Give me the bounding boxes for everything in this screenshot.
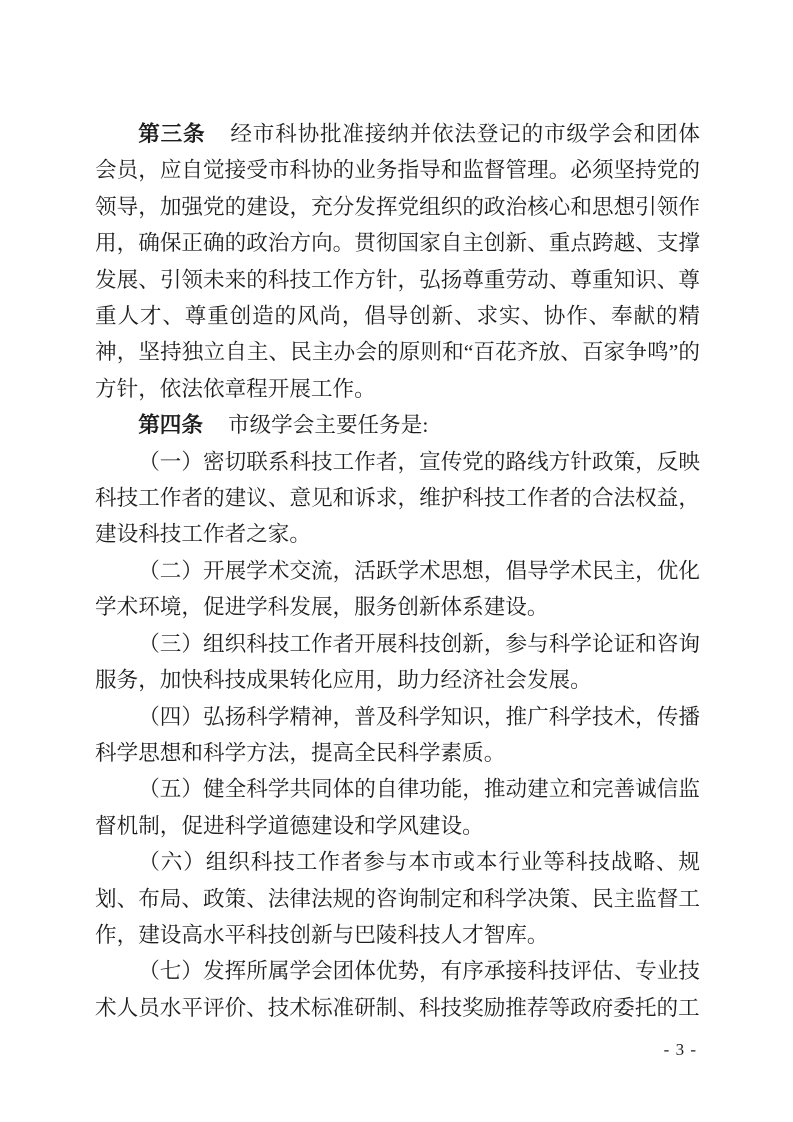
item-paragraph: （六）组织科技工作者参与本市或本行业等科技战略、规划、布局、政策、法律法规的咨询制定和科学决策、民主监督工作，建设高水平科技创新与巴陵科技人才智库。 bbox=[95, 850, 700, 947]
item-paragraph: （三）组织科技工作者开展科技创新，参与科学论证和咨询服务，加快科技成果转化应用，助力经济社会发展。 bbox=[95, 631, 700, 693]
article-paragraph: 第四条 市级学会主要任务是: bbox=[138, 413, 429, 438]
item-paragraph: （二）开展学术交流，活跃学术思想，倡导学术民主，优化学术环境，促进学科发展，服务创新体系建设。 bbox=[95, 558, 700, 620]
item-paragraph: （一）密切联系科技工作者，宣传党的路线方针政策，反映科技工作者的建议、意见和诉求，维护科技工作者的合法权益，建设科技工作者之家。 bbox=[95, 449, 700, 547]
item-paragraph: （七）发挥所属学会团体优势，有序承接科技评估、专业技术人员水平评价、技术标准研制、科技奖励推荐等政府委托的工 bbox=[95, 959, 700, 1020]
article-paragraph: 第三条 经市科协批准接纳并依法登记的市级学会和团体会员，应自觉接受市科协的业务指导和监督管理。必须坚持党的领导，加强党的建设，充分发挥党组织的政治核心和思想引领作用，确保正确的政治方向。贯彻国家自主创新、重点跨越、支撑发展、引领未来的科技工作方针，弘扬尊重劳动、尊重知识、尊重人才、尊重创造的风尚，倡导创新、求实、协作、奉献的精神，坚持独立自主、民主办会的原则和“百花齐放、百家争鸣”的方针，依法依章程开展工作。 bbox=[95, 122, 700, 401]
article-label: 第三条 bbox=[138, 122, 206, 146]
item-paragraph: （五）健全科学共同体的自律功能，推动建立和完善诚信监督机制，促进科学道德建设和学风建设。 bbox=[95, 777, 700, 838]
article-label: 第四条 bbox=[138, 413, 203, 438]
page-number: - 3 - bbox=[663, 1040, 697, 1059]
item-paragraph: （四）弘扬科学精神，普及科学知识，推广科学技术，传播科学思想和科学方法，提高全民科学素质。 bbox=[95, 704, 700, 765]
document-body bbox=[95, 116, 700, 1026]
